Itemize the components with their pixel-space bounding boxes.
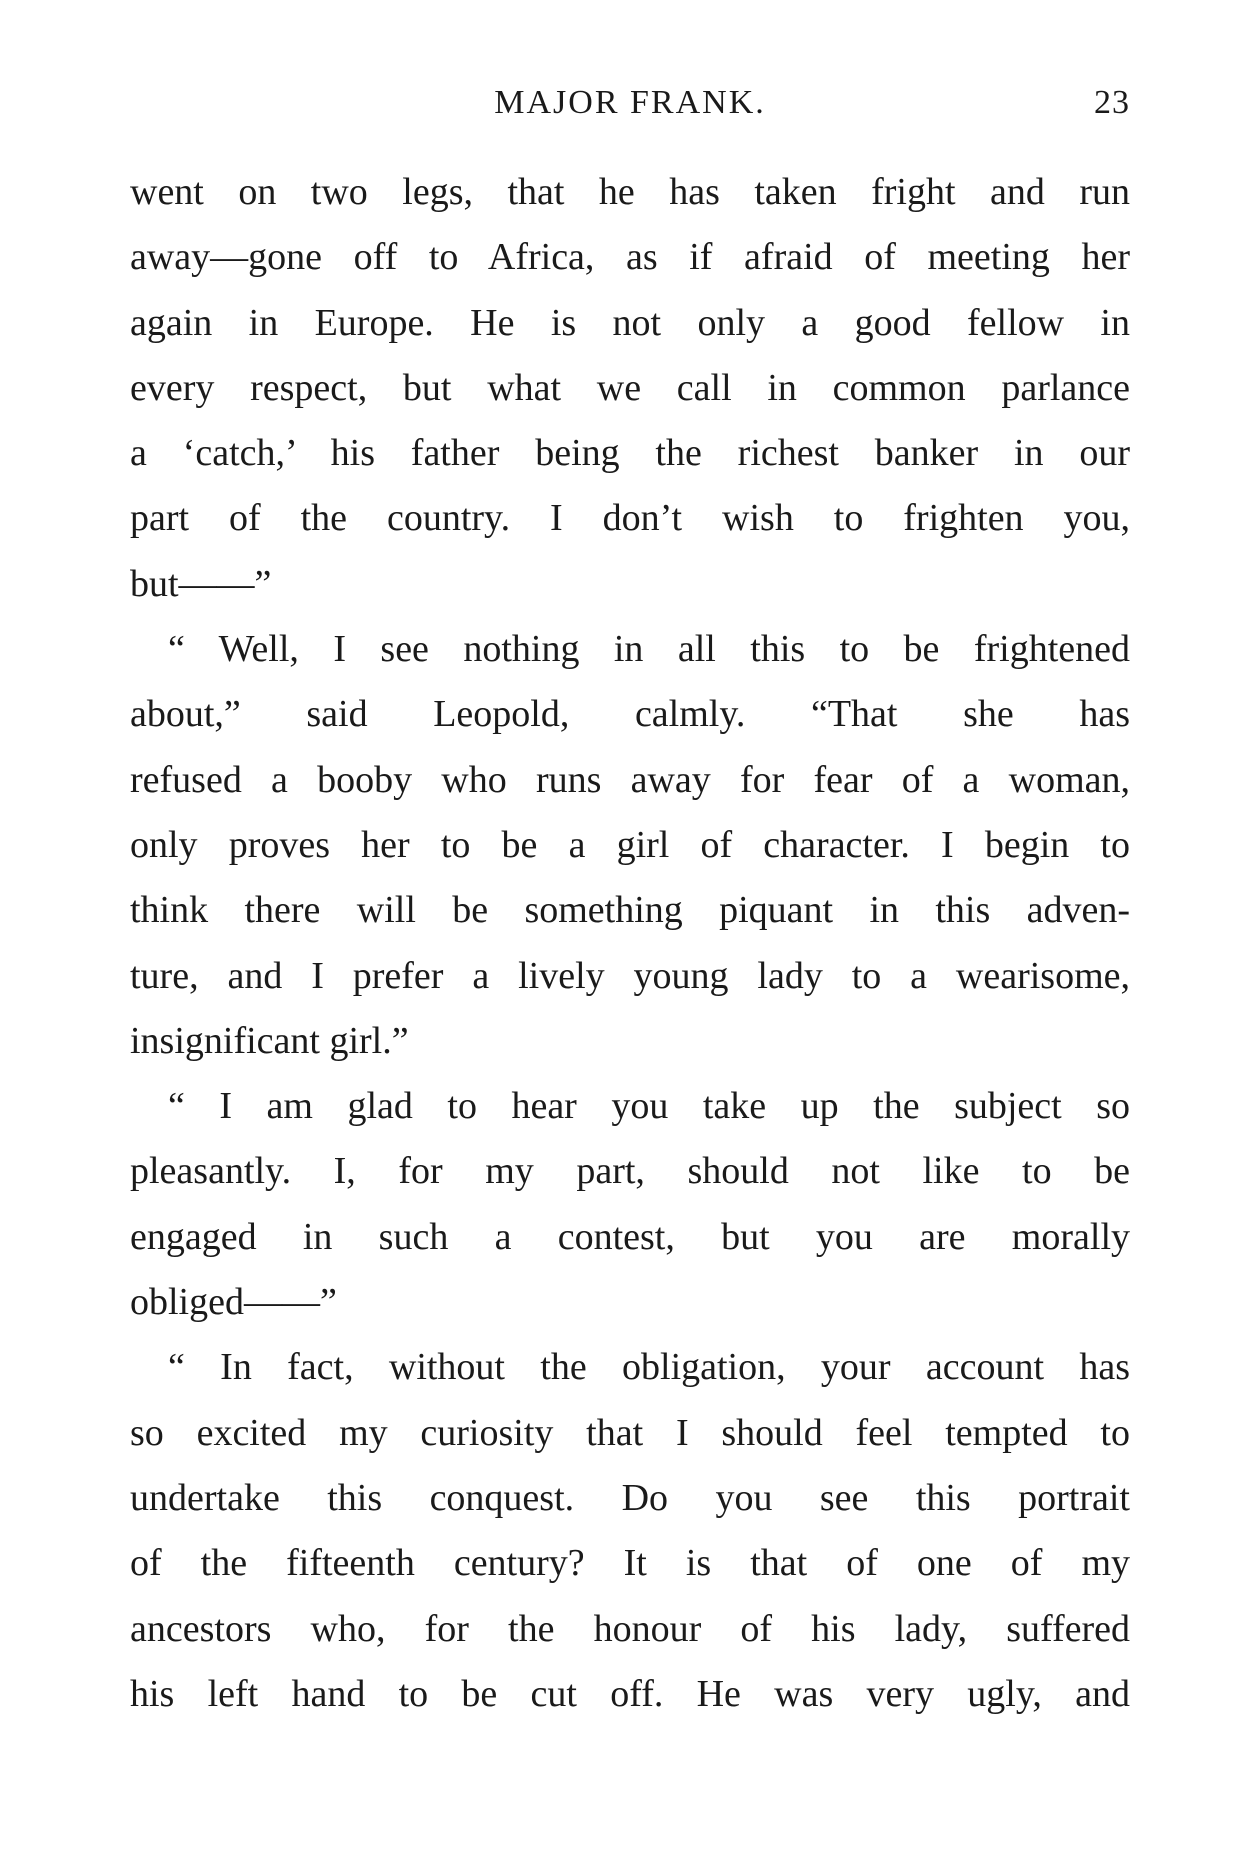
text-line: refused a booby who runs away for fear of a woman, [130,758,1130,801]
text-line: “ Well, I see nothing in all this to be frightened [168,628,1130,671]
text-line: of the fifteenth century? It is that of one of my [130,1542,1130,1585]
text-line: insignificant girl.” [130,1019,409,1062]
text-line: ture, and I prefer a lively young lady to a wearisome, [130,954,1130,997]
text-line: undertake this conquest. Do you see this portrait [130,1476,1130,1519]
text-line: pleasantly. I, for my part, should not like to be [130,1150,1130,1193]
text-line: part of the country. I don’t wish to frighten you, [130,497,1130,540]
text-line: away—gone off to Africa, as if afraid of meeting her [130,236,1130,279]
text-line: every respect, but what we call in common parlance [130,366,1130,409]
text-line: about,” said Leopold, calmly. “That she has [130,693,1130,736]
running-head [130,84,1130,124]
text-line: think there will be something piquant in this adven- [130,889,1130,932]
text-line: but——” [130,562,272,605]
text-line: so excited my curiosity that I should feel tempted to [130,1411,1130,1454]
text-line: a ‘catch,’ his father being the richest banker in our [130,432,1130,475]
text-line: “ In fact, without the obligation, your account has [168,1346,1130,1389]
text-line: only proves her to be a girl of character. I begin to [130,823,1130,866]
text-line: went on two legs, that he has taken fright and run [130,171,1130,213]
text-line: his left hand to be cut off. He was very ugly, and [130,1672,1130,1715]
text-line: obliged——” [130,1281,337,1324]
body-text [130,160,1130,1727]
text-line: again in Europe. He is not only a good fellow in [130,301,1130,344]
text-line: “ I am glad to hear you take up the subject so [168,1085,1130,1128]
text-line: ancestors who, for the honour of his lady, suffered [130,1607,1130,1650]
text-line: engaged in such a contest, but you are morally [130,1215,1130,1258]
running-title: MAJOR FRANK. [494,84,766,121]
page-number: 23 [1094,84,1130,121]
